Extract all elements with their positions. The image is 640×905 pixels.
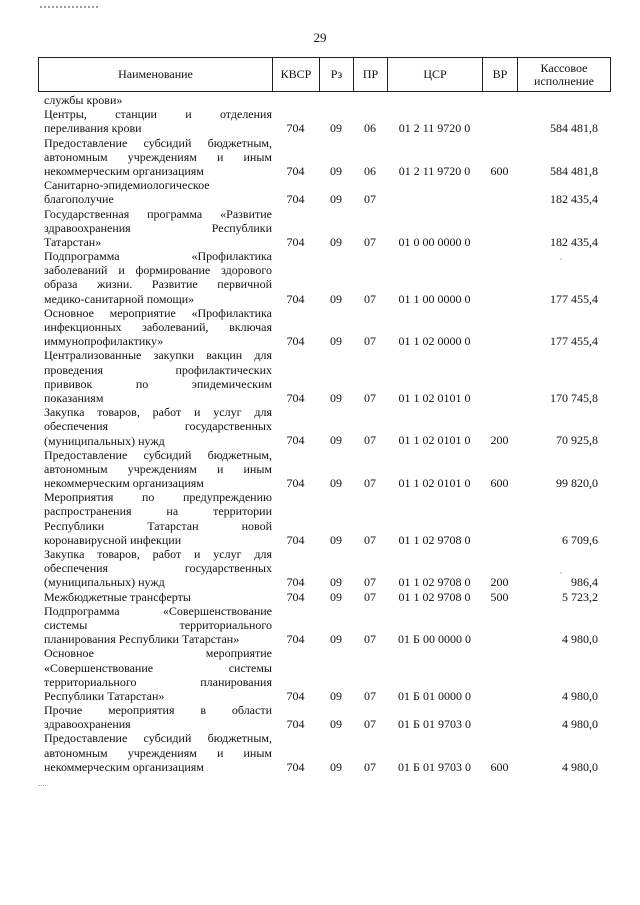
row-name	[38, 547, 272, 590]
row-name-line: здравоохранения Республики	[44, 220, 272, 235]
row-kvsr: 704	[286, 433, 305, 448]
header-amount-line1: Кассовое	[540, 60, 588, 75]
row-vr: 600	[490, 476, 509, 491]
row-kvsr: 704	[286, 632, 305, 647]
row-csr: 01 Б 00 0000 0	[398, 632, 471, 647]
row-name-line: обеспечения государственных	[44, 561, 272, 576]
row-name-line: благополучие	[44, 192, 114, 207]
row-name	[38, 590, 272, 604]
row-kvsr: 704	[286, 121, 305, 136]
row-name-line: Закупка товаров, работ и услуг для	[44, 547, 272, 561]
row-name-line: Мероприятия по предупреждению	[44, 490, 272, 505]
header-name: Наименование	[39, 58, 273, 92]
table-body	[38, 93, 610, 774]
table-row	[38, 107, 610, 135]
row-name-line: Предоставление субсидий бюджетным,	[44, 447, 272, 462]
row-name	[38, 604, 272, 647]
table-row	[38, 93, 610, 107]
row-rz: 09	[330, 192, 342, 207]
row-kvsr: 704	[286, 717, 305, 732]
row-name-line: проведения профилактических	[44, 362, 272, 377]
row-name	[38, 178, 272, 206]
row-name-line: Подпрограмма «Совершенствование	[44, 603, 272, 618]
row-name-line: автономным учреждениям и иным	[44, 149, 272, 164]
row-amount: 4 980,0	[562, 717, 598, 732]
row-name	[38, 405, 272, 448]
row-csr: 01 Б 01 9703 0	[398, 759, 471, 774]
row-name	[38, 93, 272, 107]
row-name-line: Центры, станции и отделения	[44, 107, 272, 122]
row-kvsr: 704	[286, 476, 305, 491]
row-pr: 07	[364, 234, 376, 249]
row-pr: 07	[364, 717, 376, 732]
header-csr: ЦСР	[388, 58, 483, 92]
row-csr: 01 1 02 9708 0	[398, 589, 471, 604]
row-name-line: показаниям	[44, 390, 104, 405]
header-amount	[518, 58, 611, 92]
row-name-line: службы крови»	[44, 93, 123, 107]
row-name-line: некоммерческим организациям	[44, 163, 204, 178]
row-csr: 01 2 11 9720 0	[398, 121, 471, 136]
row-name-line: прививок по эпидемическим	[44, 376, 272, 391]
table-row	[38, 136, 610, 179]
row-kvsr: 704	[286, 688, 305, 703]
row-csr: 01 1 02 0101 0	[398, 390, 471, 405]
table-row	[38, 590, 610, 604]
row-csr: 01 Б 01 9703 0	[398, 717, 471, 732]
row-kvsr: 704	[286, 334, 305, 349]
row-name-line: Подпрограмма «Профилактика	[44, 249, 272, 264]
row-amount: 4 980,0	[562, 759, 598, 774]
row-rz: 09	[330, 390, 342, 405]
row-name-line: иммунопрофилактику»	[44, 334, 164, 349]
row-name-line: Государственная программа «Развитие	[44, 206, 272, 221]
row-csr: 01 1 02 0101 0	[398, 476, 471, 491]
row-amount: 182 435,4	[550, 192, 598, 207]
table-row	[38, 348, 610, 405]
table-header	[38, 57, 611, 92]
row-name	[38, 207, 272, 250]
scan-speck	[560, 258, 562, 260]
row-name-line: инфекционных заболеваний, включая	[44, 320, 272, 334]
row-pr: 07	[364, 575, 376, 590]
row-rz: 09	[330, 163, 342, 178]
row-rz: 09	[330, 575, 342, 590]
row-name	[38, 107, 272, 135]
row-rz: 09	[330, 688, 342, 703]
row-pr: 07	[364, 291, 376, 306]
row-amount: 182 435,4	[550, 234, 598, 249]
row-amount: 584 481,8	[550, 163, 598, 178]
row-name	[38, 348, 272, 405]
table-row	[38, 703, 610, 731]
table-row	[38, 490, 610, 547]
row-pr: 07	[364, 589, 376, 604]
row-name-line: образа жизни. Развитие первичной	[44, 277, 272, 292]
row-rz: 09	[330, 589, 342, 604]
row-kvsr: 704	[286, 291, 305, 306]
row-kvsr: 704	[286, 390, 305, 405]
row-name-line: Республики Татарстан новой	[44, 518, 272, 533]
scan-mark-top	[40, 6, 98, 8]
row-name	[38, 646, 272, 703]
row-csr: 01 0 00 0000 0	[398, 234, 471, 249]
row-amount: 4 980,0	[562, 632, 598, 647]
row-pr: 07	[364, 433, 376, 448]
row-kvsr: 704	[286, 192, 305, 207]
row-name-line: Санитарно-эпидемиологическое	[44, 178, 210, 193]
row-name-line: системы территориального	[44, 617, 272, 632]
header-rz: Рз	[320, 58, 354, 92]
row-amount: 170 745,8	[550, 390, 598, 405]
row-amount: 70 925,8	[556, 433, 598, 448]
row-csr: 01 1 00 0000 0	[398, 291, 471, 306]
row-rz: 09	[330, 334, 342, 349]
row-name	[38, 703, 272, 731]
row-csr: 01 1 02 0101 0	[398, 433, 471, 448]
row-name	[38, 306, 272, 349]
row-name-line: (муниципальных) нужд	[44, 575, 165, 590]
table-row	[38, 405, 610, 448]
row-kvsr: 704	[286, 759, 305, 774]
row-rz: 09	[330, 759, 342, 774]
row-pr: 07	[364, 390, 376, 405]
table-row	[38, 249, 610, 306]
row-rz: 09	[330, 632, 342, 647]
row-amount: 4 980,0	[562, 688, 598, 703]
row-csr: 01 1 02 9708 0	[398, 532, 471, 547]
row-name-line: Централизованные закупки вакцин для	[44, 348, 272, 363]
row-rz: 09	[330, 234, 342, 249]
header-pr: ПР	[354, 58, 388, 92]
row-name-line: здравоохранения	[44, 717, 131, 732]
scan-speck	[560, 572, 562, 574]
row-amount: 986,4	[571, 575, 598, 590]
row-name-line: Татарстан»	[44, 234, 102, 249]
row-pr: 07	[364, 688, 376, 703]
row-name-line: переливания крови	[44, 121, 142, 136]
header-kvsr: КВСР	[273, 58, 320, 92]
row-name-line: Республики Татарстан»	[44, 688, 165, 703]
row-pr: 07	[364, 532, 376, 547]
row-rz: 09	[330, 121, 342, 136]
table-row	[38, 646, 610, 703]
row-name-line: некоммерческим организациям	[44, 476, 204, 491]
row-name-line: некоммерческим организациям	[44, 759, 204, 774]
row-name-line: Закупка товаров, работ и услуг для	[44, 405, 272, 420]
row-name	[38, 249, 272, 306]
table-row	[38, 178, 610, 206]
row-amount: 99 820,0	[556, 476, 598, 491]
row-pr: 07	[364, 759, 376, 774]
table-row	[38, 448, 610, 491]
row-rz: 09	[330, 291, 342, 306]
row-amount: 177 455,4	[550, 291, 598, 306]
page-number: 29	[313, 30, 327, 45]
row-amount: 5 723,2	[562, 589, 598, 604]
row-vr: 600	[490, 163, 509, 178]
row-name-line: обеспечения государственных	[44, 419, 272, 434]
row-csr: 01 1 02 9708 0	[398, 575, 471, 590]
row-name-line: планирования Республики Татарстан»	[44, 632, 240, 647]
row-csr: 01 1 02 0000 0	[398, 334, 471, 349]
table-row	[38, 207, 610, 250]
row-kvsr: 704	[286, 234, 305, 249]
row-name-line: территориального планирования	[44, 674, 272, 689]
row-name	[38, 490, 272, 547]
header-amount-line2: исполнение	[534, 73, 594, 88]
row-name	[38, 136, 272, 179]
table-row	[38, 604, 610, 647]
row-csr: 01 Б 01 0000 0	[398, 688, 471, 703]
row-name-line: Межбюджетные трансферты	[44, 589, 191, 604]
row-vr: 600	[490, 759, 509, 774]
row-amount: 177 455,4	[550, 334, 598, 349]
table-row	[38, 306, 610, 349]
row-name-line: «Совершенствование системы	[44, 660, 272, 675]
row-kvsr: 704	[286, 163, 305, 178]
row-rz: 09	[330, 532, 342, 547]
row-name-line: автономным учреждениям и иным	[44, 461, 272, 476]
row-name-line: распространения на территории	[44, 504, 272, 519]
row-kvsr: 704	[286, 589, 305, 604]
row-name-line: коронавирусной инфекции	[44, 532, 182, 547]
row-csr: 01 2 11 9720 0	[398, 163, 471, 178]
row-pr: 06	[364, 163, 376, 178]
row-pr: 07	[364, 334, 376, 349]
row-name-line: Предоставление субсидий бюджетным,	[44, 731, 272, 746]
row-name-line: (муниципальных) нужд	[44, 433, 165, 448]
row-name	[38, 448, 272, 491]
row-vr: 200	[490, 433, 509, 448]
row-name-line: заболеваний и формирование здорового	[44, 263, 272, 278]
row-vr: 200	[490, 575, 509, 590]
row-kvsr: 704	[286, 532, 305, 547]
row-amount: 584 481,8	[550, 121, 598, 136]
row-pr: 07	[364, 476, 376, 491]
scan-mark-bottom	[38, 785, 48, 786]
row-name-line: Основное мероприятие	[44, 646, 272, 661]
row-name-line: Предоставление субсидий бюджетным,	[44, 135, 272, 150]
row-name-line: Основное мероприятие «Профилактика	[44, 305, 272, 320]
row-pr: 07	[364, 632, 376, 647]
table-row	[38, 547, 610, 590]
table-row	[38, 731, 610, 774]
row-pr: 06	[364, 121, 376, 136]
row-name-line: автономным учреждениям и иным	[44, 745, 272, 760]
row-name	[38, 731, 272, 774]
row-amount: 6 709,6	[562, 532, 598, 547]
row-pr: 07	[364, 192, 376, 207]
header-vr: ВР	[483, 58, 518, 92]
row-rz: 09	[330, 433, 342, 448]
row-rz: 09	[330, 476, 342, 491]
row-kvsr: 704	[286, 575, 305, 590]
row-name-line: Прочие мероприятия в области	[44, 703, 272, 718]
row-vr: 500	[490, 589, 509, 604]
row-name-line: медико-санитарной помощи»	[44, 291, 195, 306]
row-rz: 09	[330, 717, 342, 732]
